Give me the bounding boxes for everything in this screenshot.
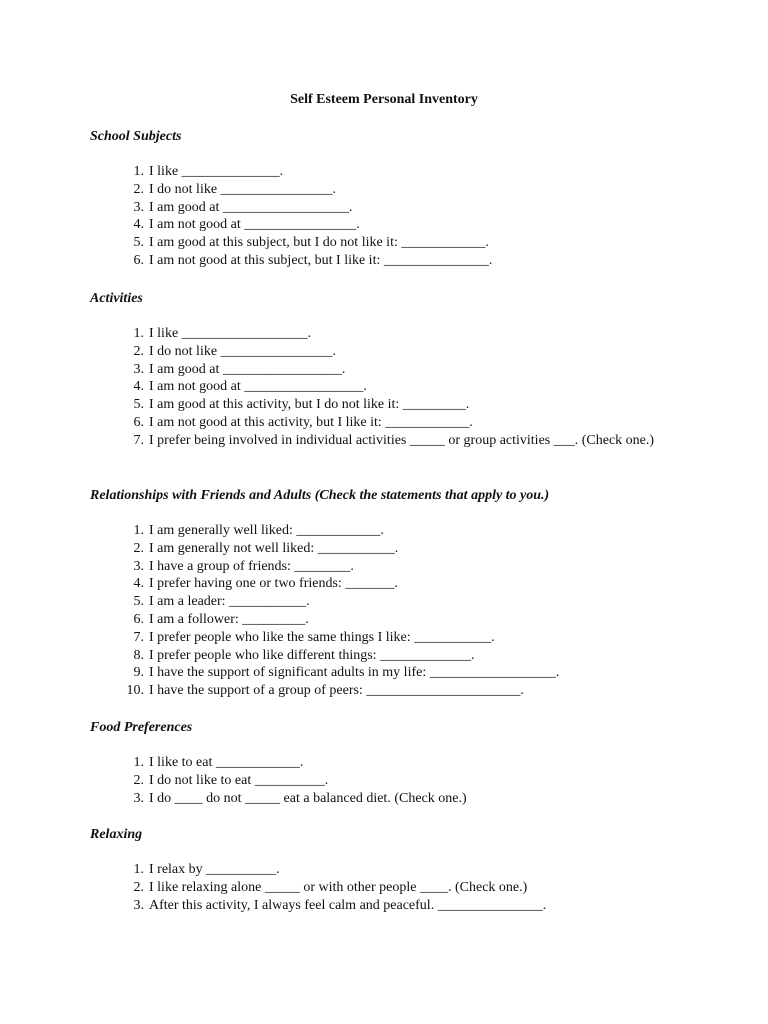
item-text: I am a leader: ___________.: [149, 594, 310, 610]
question-list: [90, 754, 730, 807]
list-item: 2. I like relaxing alone _____ or with other people ____. (Check one.): [133, 879, 528, 895]
item-text: I do not like to eat __________.: [149, 772, 329, 788]
list-item: 1. I like __________________.: [133, 326, 312, 341]
list-item: 3. I have a group of friends: ________.: [133, 558, 354, 574]
list-item: 10. I have the support of a group of peers: ______________________.: [126, 683, 524, 699]
question-list: [90, 861, 730, 914]
item-text: I do not like ________________.: [149, 343, 337, 359]
item-text: I like __________________.: [149, 326, 312, 341]
section-heading: School Subjects: [90, 129, 182, 144]
item-text: I am good at _________________.: [149, 361, 346, 377]
item-text: I prefer being involved in individual activities _____ or group activities ___. (Check one.): [149, 432, 655, 448]
item-text: I have a group of friends: ________.: [149, 558, 354, 574]
item-text: I have the support of a group of peers: ______________________.: [149, 683, 524, 699]
section-food-preferences: [90, 719, 730, 807]
section-heading: Relationships with Friends and Adults (Check the statements that apply to you.): [90, 488, 550, 503]
item-text: I am not good at this subject, but I like it: _______________.: [149, 252, 493, 268]
list-item: 5. I am good at this subject, but I do not like it: ____________.: [133, 235, 489, 251]
section-heading: Activities: [90, 291, 143, 306]
item-text: I prefer people who like the same things I like: ___________.: [149, 629, 495, 645]
item-text: I am not good at _________________.: [149, 379, 367, 395]
document-title: Self Esteem Personal Inventory: [290, 92, 478, 107]
item-text: I like ______________.: [149, 164, 284, 179]
item-text: I relax by __________.: [149, 862, 280, 877]
list-item: 1. I relax by __________.: [133, 862, 280, 877]
list-item: 2. I do not like ________________.: [133, 181, 337, 197]
section-heading: Food Preferences: [90, 720, 193, 735]
item-text: I like relaxing alone _____ or with other people ____. (Check one.): [149, 879, 528, 895]
section-heading: Relaxing: [90, 827, 143, 842]
section-relaxing: [90, 826, 730, 914]
list-item: 3. I am good at _________________.: [133, 361, 346, 377]
item-text: I do not like ________________.: [149, 181, 337, 197]
section-relationships: [90, 487, 730, 700]
item-text: I am generally well liked: ____________.: [149, 523, 384, 538]
list-item: 4. I am not good at _________________.: [133, 379, 367, 395]
list-item: 2. I am generally not well liked: ___________.: [133, 540, 399, 556]
item-text: I like to eat ____________.: [149, 755, 304, 770]
item-text: I am good at __________________.: [149, 199, 353, 215]
list-item: 5. I am a leader: ___________.: [133, 594, 310, 610]
list-item: 8. I prefer people who like different things: _____________.: [133, 647, 475, 663]
list-item: 7. I prefer people who like the same things I like: ___________.: [133, 629, 495, 645]
item-text: I am not good at this activity, but I like it: ____________.: [149, 414, 473, 430]
item-text: I am not good at ________________.: [149, 217, 360, 233]
question-list: [90, 522, 730, 700]
list-item: 6. I am a follower: _________.: [133, 611, 309, 627]
item-text: I am good at this subject, but I do not like it: ____________.: [149, 235, 489, 251]
item-text: I am a follower: _________.: [149, 611, 309, 627]
section-activities: [90, 290, 730, 450]
item-text: I am good at this activity, but I do not like it: _________.: [149, 397, 470, 413]
item-text: After this activity, I always feel calm and peaceful. _______________.: [149, 897, 547, 913]
list-item: 1. I like to eat ____________.: [133, 755, 304, 770]
list-item: 2. I do not like ________________.: [133, 343, 337, 359]
list-item: 7. I prefer being involved in individual activities _____ or group activities ___. (Check one.): [133, 432, 655, 448]
list-item: 3. I am good at __________________.: [133, 199, 353, 215]
item-text: I prefer having one or two friends: _______.: [149, 576, 398, 592]
list-item: 1. I am generally well liked: ____________.: [133, 523, 384, 538]
list-item: 6. I am not good at this activity, but I like it: ____________.: [133, 414, 473, 430]
list-item: 3. After this activity, I always feel calm and peaceful. _______________.: [133, 897, 547, 913]
list-item: 2. I do not like to eat __________.: [133, 772, 329, 788]
section-school-subjects: [90, 128, 730, 270]
list-item: 6. I am not good at this subject, but I like it: _______________.: [133, 252, 493, 268]
list-item: 5. I am good at this activity, but I do not like it: _________.: [133, 397, 470, 413]
question-list: [90, 163, 730, 270]
item-text: I do ____ do not _____ eat a balanced diet. (Check one.): [149, 790, 467, 806]
list-item: 1. I like ______________.: [133, 164, 284, 179]
list-item: 3. I do ____ do not _____ eat a balanced diet. (Check one.): [133, 790, 467, 806]
question-list: [90, 325, 730, 450]
list-item: 9. I have the support of significant adults in my life: __________________.: [133, 665, 560, 681]
item-text: I am generally not well liked: ___________.: [149, 540, 399, 556]
item-text: I have the support of significant adults in my life: __________________.: [149, 665, 560, 681]
item-text: I prefer people who like different things: _____________.: [149, 647, 475, 663]
list-item: 4. I prefer having one or two friends: _______.: [133, 576, 398, 592]
list-item: 4. I am not good at ________________.: [133, 217, 360, 233]
